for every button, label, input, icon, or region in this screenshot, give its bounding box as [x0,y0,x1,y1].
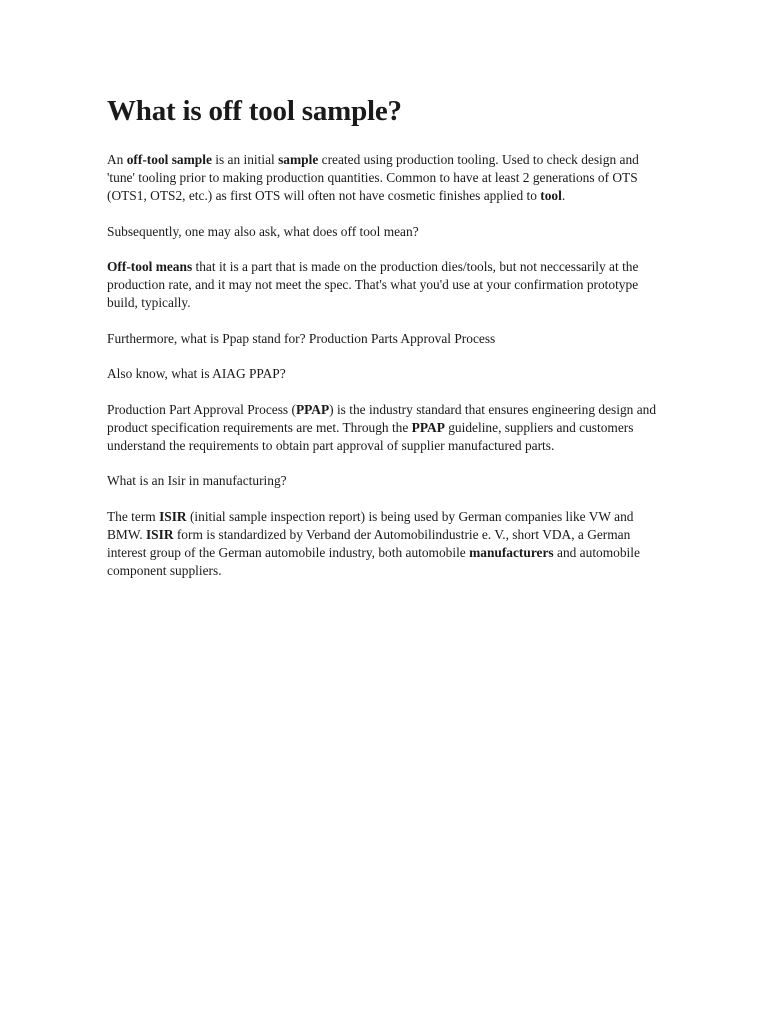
text-run: The term [107,508,160,524]
text-run: guideline, suppliers and customers understand the requirements to obtain part approval of supplier manufactured parts. [107,419,634,453]
text-run: (initial sample inspection report) is being used by German companies like VW and BMW. [107,508,634,542]
text-run: Subsequently, one may also ask, what does off tool mean? [107,223,419,239]
text-run: that it is a part that is made on the production dies/tools, but not neccessarily at the production rate, and it may not meet the spec. That's what you'd use at your confirmation prototype build, typically. [107,259,639,310]
bold-term: off-tool sample [126,152,212,167]
bold-term: ISIR [159,508,187,524]
bold-term: ISIR [145,526,174,542]
paragraph [107,151,662,205]
paragraph [107,258,662,312]
text-run: and automobile component suppliers. [107,544,640,578]
text-run: An [107,152,127,167]
text-run: created using production tooling. Used to check design and 'tune' tooling prior to making production quantities. Common to have at least 2 generations of OTS (OTS1, OTS2, etc.) as first OTS will often not have cosmetic finishes applied to [107,152,639,203]
text-run: Furthermore, what is Ppap stand for? Production Parts Approval Process [107,330,496,346]
text-run: form is standardized by Verband der Automobilindustrie e. V., short VDA, a German interest group of the German automobile industry, both automobile [107,526,631,560]
bold-term: PPAP [295,401,330,417]
bold-term: manufacturers [469,544,554,560]
paragraph [107,401,662,455]
page-title: What is off tool sample? [107,95,402,127]
text-run: ) is the industry standard that ensures engineering design and product specification requirements are met. Through the [107,401,657,435]
text-run: Also know, what is AIAG PPAP? [107,366,286,381]
paragraph [107,508,662,580]
paragraph [107,223,662,241]
text-run: Production Part Approval Process ( [107,401,296,417]
bold-term: sample [278,152,319,167]
paragraph [107,330,662,348]
bold-term: PPAP [411,419,445,435]
document-body [107,94,662,597]
bold-term: Off-tool means [107,259,193,274]
text-run: What is an Isir in manufacturing? [107,473,287,488]
paragraph [107,472,662,490]
bold-term: tool [540,188,562,203]
text-run: . [561,188,566,203]
paragraph [107,365,662,383]
paragraph-list [107,151,662,580]
text-run: is an initial [211,152,279,167]
